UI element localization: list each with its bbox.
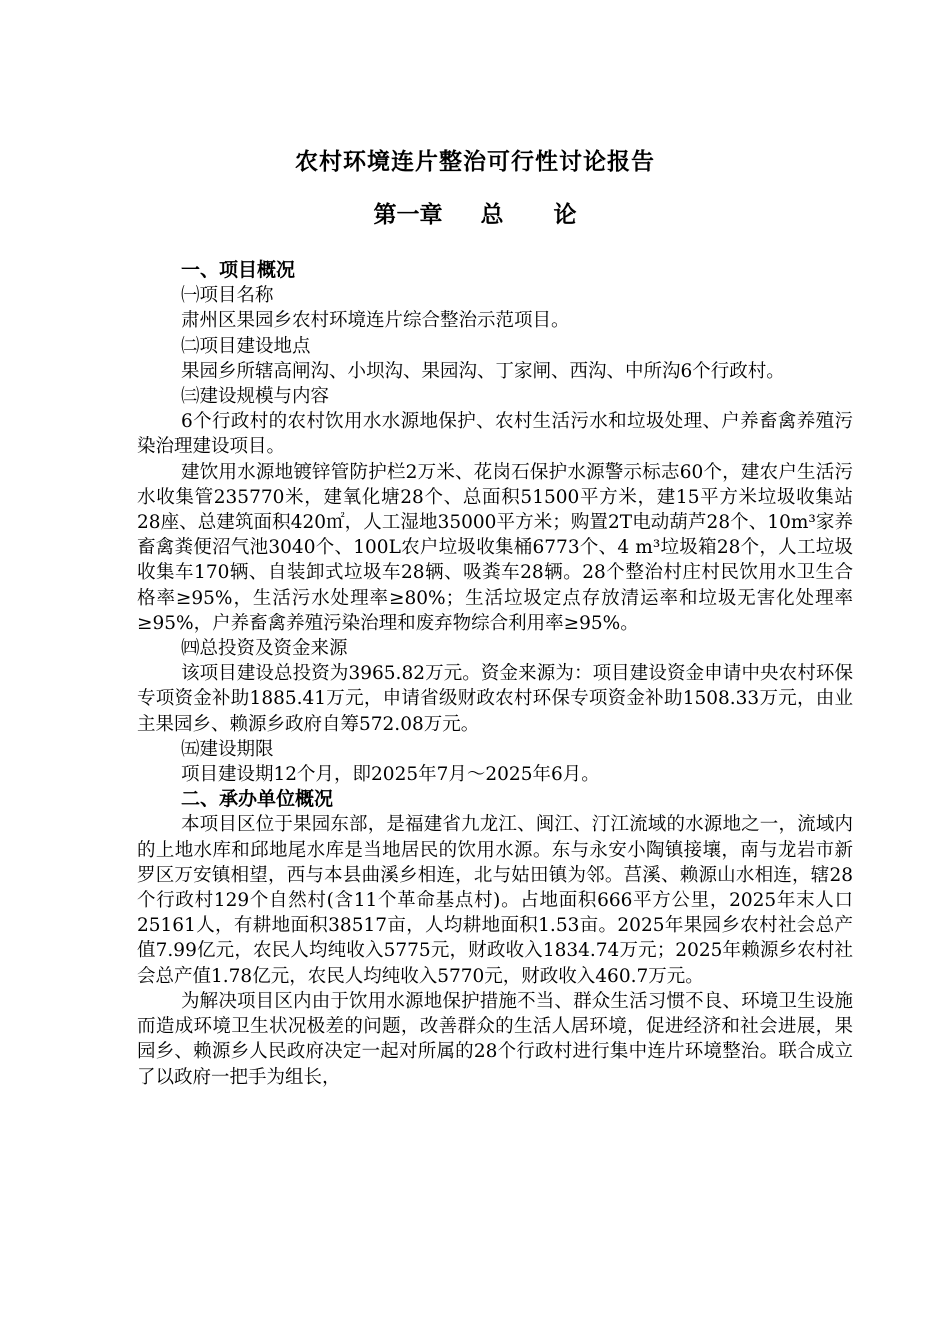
chapter-name-part1: 总 xyxy=(480,201,504,228)
chapter-name-part2: 论 xyxy=(553,201,577,228)
paragraph-scale-content-2: 建饮用水源地镀锌管防护栏2万米、花岗石保护水源警示标志60个，建农户生活污水收集管235770米，建氧化塘28个、总面积51500平方米，建15平方米垃圾收集站28座、总建筑面积420㎡，人工湿地35000平方米；购置2T电动葫芦28个、10m³家养畜禽粪便沼气池3040个、100L农户垃圾收集桶6773个、4 m³垃圾箱28个，人工垃圾收集车170辆、自装卸式垃圾车28辆、吸粪车28辆。28个整治村庄村民饮用水卫生合格率≥95%，生活污水处理率≥80%；生活垃圾定点存放清运率和垃圾无害化处理率≥95%，户养畜禽养殖污染治理和废弃物综合利用率≥95%。 xyxy=(137,461,853,634)
paragraph-organizer-1: 本项目区位于果园东部，是福建省九龙江、闽江、汀江流域的水源地之一，流域内的上地水库和邱地尾水库是当地居民的饮用水源。东与永安小陶镇接壤，南与龙岩市新罗区万安镇相望，西与本县曲溪乡相连，北与姑田镇为邻。莒溪、赖源山水相连，辖28个行政村129个自然村(含11个革命基点村)。占地面积666平方公里，2025年末人口25161人，有耕地面积38517亩，人均耕地面积1.53亩。2025年果园乡农村社会总产值7.99亿元，农民人均纯收入5775元，财政收入1834.74万元；2025年赖源乡农村社会总产值1.78亿元，农民人均纯收入5770元，财政收入460.7万元。 xyxy=(137,814,853,987)
paragraph-project-name: 肃州区果园乡农村环境连片综合整治示范项目。 xyxy=(181,310,570,332)
paragraph-investment: 该项目建设总投资为3965.82万元。资金来源为：项目建设资金申请中央农村环保专项资金补助1885.41万元，申请省级财政农村环保专项资金补助1508.33万元，由业主果园乡、赖源乡政府自筹572.08万元。 xyxy=(137,663,853,735)
paragraph-construction-period: 项目建设期12个月，即2025年7月～2025年6月。 xyxy=(181,764,600,786)
paragraph-project-location: 果园乡所辖高闸沟、小坝沟、果园沟、丁家闸、西沟、中所沟6个行政村。 xyxy=(181,360,785,382)
paragraph-scale-content-1: 6个行政村的农村饮用水水源地保护、农村生活污水和垃圾处理、户养畜禽养殖污染治理建设项目。 xyxy=(137,411,853,458)
subheading-investment: ㈣总投资及资金来源 xyxy=(181,638,348,660)
subheading-project-location: ㈡项目建设地点 xyxy=(181,335,311,357)
subheading-scale-content: ㈢建设规模与内容 xyxy=(181,386,330,408)
document-body xyxy=(137,258,853,1090)
chapter-title xyxy=(0,196,950,229)
chapter-label: 第一章 xyxy=(373,201,443,228)
section-heading-organizer: 二、承办单位概况 xyxy=(181,788,334,811)
section-heading-project-overview: 一、项目概况 xyxy=(181,259,296,281)
subheading-construction-period: ㈤建设期限 xyxy=(181,738,274,760)
paragraph-organizer-2: 为解决项目区内由于饮用水源地保护措施不当、群众生活习惯不良、环境卫生设施而造成环境卫生状况极差的问题，改善群众的生活人居环境，促进经济和社会进展，果园乡、赖源乡人民政府决定一起对所属的28个行政村进行集中连片环境整治。联合成立了以政府一把手为组长， xyxy=(137,990,853,1088)
subheading-project-name: ㈠项目名称 xyxy=(181,285,274,307)
document-title: 农村环境连片整治可行性讨论报告 xyxy=(295,148,655,175)
